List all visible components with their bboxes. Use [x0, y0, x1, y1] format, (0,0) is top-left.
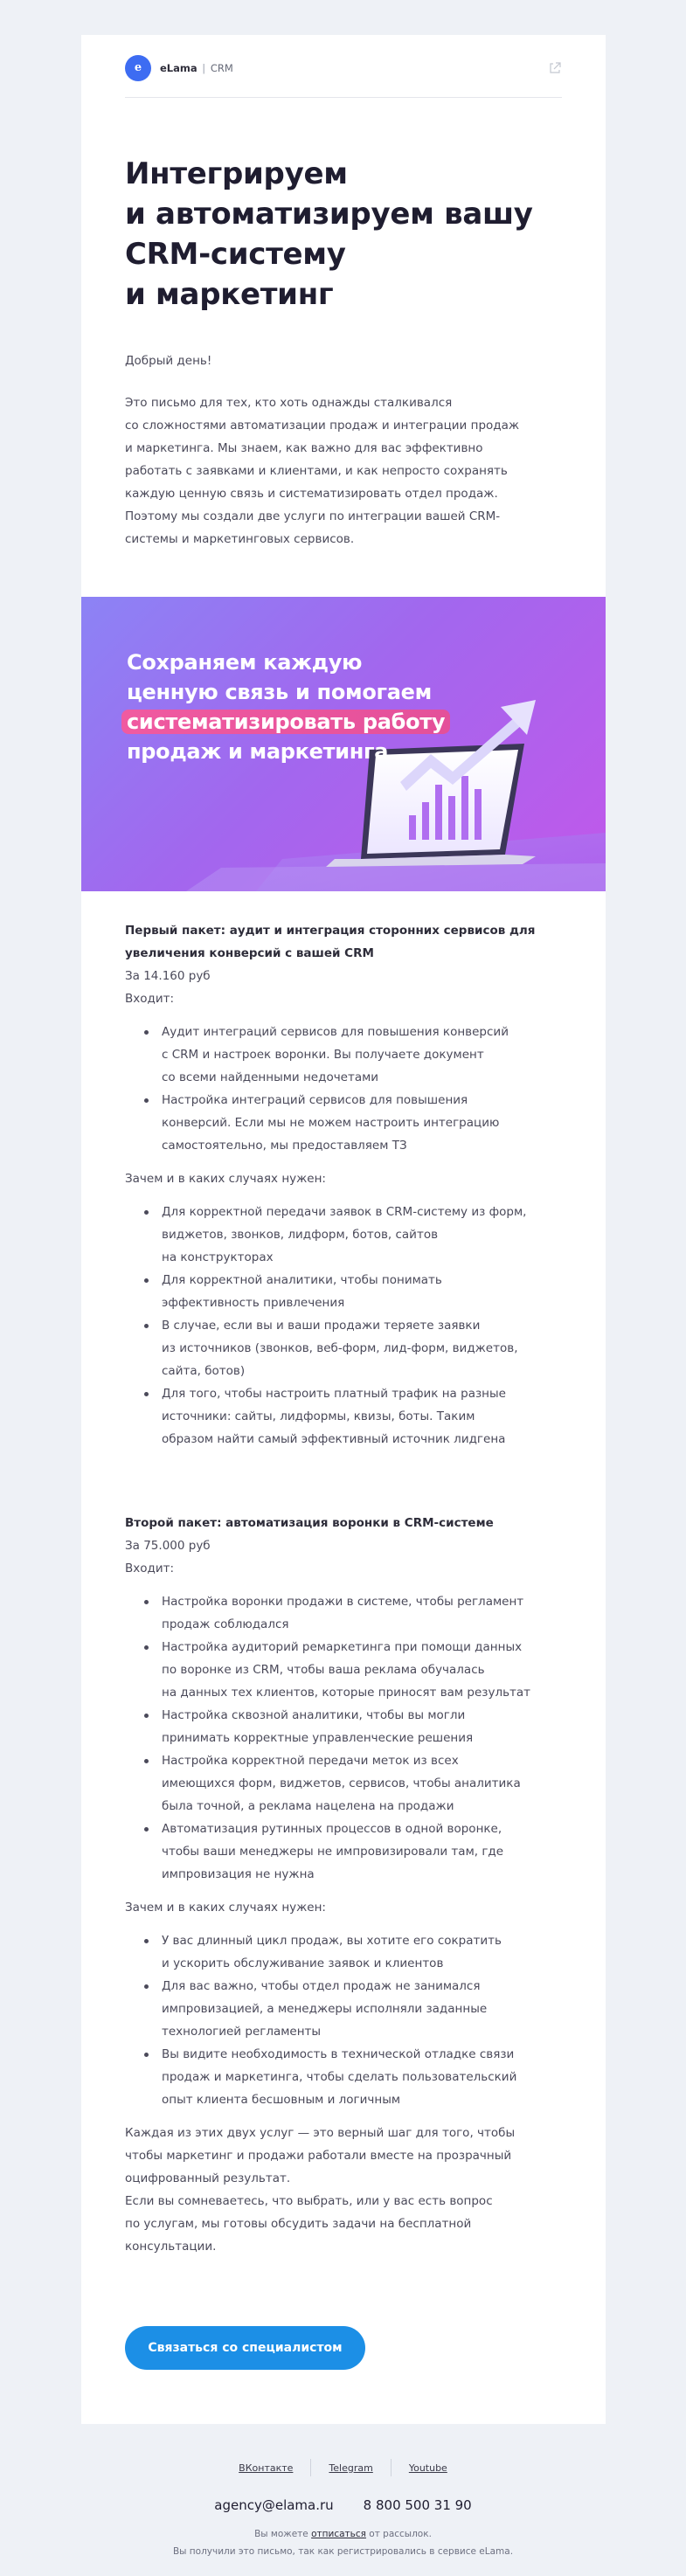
vk-link[interactable]: ВКонтакте — [239, 2462, 294, 2474]
unsubscribe-link[interactable]: отписаться — [311, 2529, 366, 2539]
closing-line: чтобы маркетинг и продажи работали вместе на прозрачный — [125, 2149, 512, 2163]
contacts — [0, 2497, 686, 2513]
intro-line: со сложностями автоматизации продаж и интеграции продаж — [125, 419, 520, 433]
title-line: CRM-систему — [125, 237, 346, 272]
closing-line: по услугам, мы готовы обсудить задачи на бесплатной — [125, 2217, 472, 2231]
banner-line: ценную связь и помогаем — [127, 680, 432, 704]
title-line: и маркетинг — [125, 277, 334, 312]
banner-line: Сохраняем каждую — [127, 650, 363, 675]
package2-price: За 75.000 руб — [125, 1539, 211, 1553]
list-item: Аудит интеграций сервисов для повышения конверсий с CRM и настроек воронки. Вы получаете документ со всеми найденными недочетами — [125, 1021, 562, 1089]
package1-why-list — [125, 1201, 562, 1451]
intro-line: и маркетинга. Мы знаем, как важно для вас эффективно — [125, 441, 483, 455]
package1-section — [125, 919, 562, 1461]
list-item: Автоматизация рутинных процессов в одной воронке, чтобы ваши менеджеры не импровизировали там, где импровизация не нужна — [125, 1818, 562, 1886]
list-item: Настройка корректной передачи меток из всех имеющихся форм, виджетов, сервисов, чтобы аналитика была точной, а реклама нацелена на продажи — [125, 1749, 562, 1818]
package1-includes-list — [125, 1021, 562, 1157]
list-item: Настройка сквозной аналитики, чтобы вы могли принимать корректные управленческие решения — [125, 1704, 562, 1749]
package1-why-label: Зачем и в каких случаях нужен: — [125, 1172, 326, 1186]
list-item: Для вас важно, чтобы отдел продаж не занимался импровизацией, а менеджеры исполняли заданные технологией регламенты — [125, 1975, 562, 2043]
closing-paragraph — [125, 2122, 562, 2258]
list-item: Для корректной аналитики, чтобы понимать эффективность привлечения — [125, 1269, 562, 1314]
intro-line: Это письмо для тех, кто хоть однажды сталкивался — [125, 396, 453, 410]
unsub-prefix: Вы можете — [254, 2529, 312, 2539]
intro-line: системы и маркетинговых сервисов. — [125, 532, 355, 546]
package2-includes-list — [125, 1590, 562, 1886]
social-links — [0, 2459, 686, 2476]
unsubscribe-note — [0, 2525, 686, 2543]
email-footer — [0, 2424, 686, 2560]
package2-why-label: Зачем и в каких случаях нужен: — [125, 1901, 326, 1915]
contact-specialist-button[interactable]: Связаться со специалистом — [125, 2326, 365, 2370]
unsub-suffix: от рассылок. — [365, 2529, 432, 2539]
brand-label — [160, 62, 233, 74]
package2-title: Второй пакет: автоматизация воронки в CRM-системе — [125, 1516, 494, 1530]
list-item: Вы видите необходимость в технической отладке связи продаж и маркетинга, чтобы сделать пользовательский опыт клиента бесшовным и логичным — [125, 2043, 562, 2111]
package2-includes-label: Входит: — [125, 1562, 175, 1575]
title-line: Интегрируем — [125, 156, 348, 191]
brand-separator: | — [202, 61, 206, 74]
list-item: Настройка интеграций сервисов для повышения конверсий. Если мы не можем настроить интеграцию самостоятельно, мы предоставляем ТЗ — [125, 1089, 562, 1157]
subscription-reason: Вы получили это письмо, так как регистрировались в сервисе eLama. — [172, 2546, 514, 2557]
title-line: увеличения конверсий с вашей CRM — [125, 946, 374, 960]
list-item: В случае, если вы и ваши продажи теряете заявки из источников (звонков, веб-форм, лид-форм, виджетов, сайта, ботов) — [125, 1314, 562, 1382]
banner-line: продаж и маркетинга — [127, 739, 389, 764]
brand-product: CRM — [210, 61, 233, 74]
package1-includes-label: Входит: — [125, 992, 175, 1006]
list-item: Для того, чтобы настроить платный трафик на разные источники: сайты, лидформы, квизы, боты. Таким образом найти самый эффективный источник лидгена — [125, 1382, 562, 1451]
list-item: Для корректной передачи заявок в CRM-систему из форм, виджетов, звонков, лидформ, ботов, сайтов на конструкторах — [125, 1201, 562, 1269]
title-line: и автоматизируем вашу — [125, 197, 533, 232]
title-line: Первый пакет: аудит и интеграция сторонних сервисов для — [125, 924, 536, 938]
banner-highlight: систематизировать работу — [121, 710, 450, 734]
intro-line: каждую ценную связь и систематизировать отдел продаж. — [125, 487, 498, 501]
closing-line: Каждая из этих двух услуг — это верный шаг для того, чтобы — [125, 2126, 516, 2140]
banner-text — [127, 647, 450, 766]
intro-line: Поэтому мы создали две услуги по интеграции вашей CRM- — [125, 509, 501, 523]
brand-name: eLama — [160, 61, 197, 74]
list-item: Настройка воронки продажи в системе, чтобы регламент продаж соблюдался — [125, 1590, 562, 1636]
package1-title — [125, 919, 562, 965]
email-link[interactable]: agency@elama.ru — [214, 2497, 334, 2513]
closing-line: консультации. — [125, 2240, 217, 2254]
closing-line: оцифрованный результат. — [125, 2171, 291, 2185]
list-item: У вас длинный цикл продаж, вы хотите его сократить и ускорить обслуживание заявок и клиентов — [125, 1929, 562, 1975]
logo-letter: e — [134, 61, 142, 74]
closing-line: Если вы сомневаетесь, что выбрать, или у вас есть вопрос — [125, 2194, 493, 2208]
telegram-link[interactable]: Telegram — [329, 2462, 373, 2474]
elama-logo[interactable] — [125, 55, 151, 81]
intro-line: работать с заявками и клиентами, и как непросто сохранять — [125, 464, 508, 478]
email-card — [81, 35, 606, 2424]
open-in-browser-icon[interactable] — [548, 61, 562, 75]
intro-paragraph — [125, 391, 562, 551]
phone-link[interactable]: 8 800 500 31 90 — [363, 2497, 472, 2513]
email-header — [125, 35, 562, 98]
package1-price: За 14.160 руб — [125, 969, 211, 983]
list-item: Настройка аудиторий ремаркетинга при помощи данных по воронке из CRM, чтобы ваша реклама обучалась на данных тех клиентов, которые приносят вам результат — [125, 1636, 562, 1704]
package2-section — [125, 1512, 562, 2258]
greeting: Добрый день! — [125, 354, 212, 368]
youtube-link[interactable]: Youtube — [408, 2462, 447, 2474]
page-title — [125, 154, 562, 315]
package2-why-list — [125, 1929, 562, 2111]
hero-banner — [81, 597, 606, 891]
